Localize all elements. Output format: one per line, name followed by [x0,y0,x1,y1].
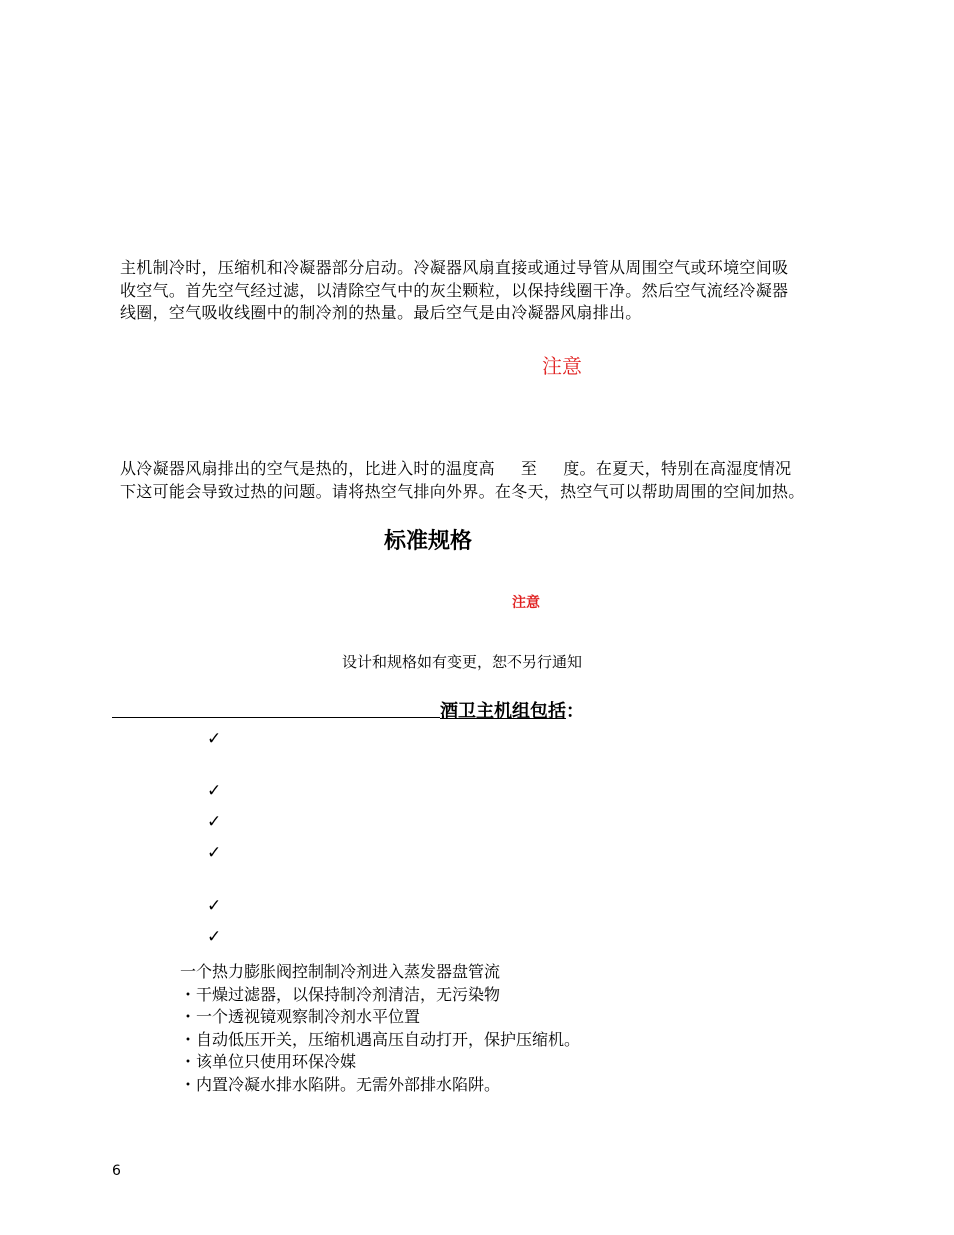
notice-heading-2: 注意 [512,595,540,611]
warning-line-1-part-2: 至 [520,459,538,478]
notice-text: 设计和规格如有变更，恕不另行通知 [342,653,583,671]
includes-heading-colon: ： [566,701,584,722]
warning-line-1 [120,458,860,481]
warning-paragraph [120,458,860,503]
check-icon: ✓ [207,729,222,749]
check-icon: ✓ [207,843,222,863]
notice-heading-1: 注意 [542,354,582,378]
intro-line-1: 主机制冷时，压缩机和冷凝器部分启动。冷凝器风扇直接或通过导管从周围空气或环境空间吸 [120,258,789,277]
check-icon: ✓ [207,781,222,801]
warning-line-1-part-3: 度。在夏天，特别在高湿度情况 [563,459,792,478]
intro-line-2: 收空气。首先空气经过滤，以清除空气中的灰尘颗粒，以保持线圈干净。然后空气流经冷凝器 [120,280,789,300]
includes-heading [440,697,584,723]
page-number: 6 [112,1163,121,1179]
list-item: ・该单位只使用环保冷媒 [180,1052,357,1071]
warning-line-2: 下这可能会导致过热的问题。请将热空气排向外界。在冬天，热空气可以帮助周围的空间加热。 [120,481,805,501]
intro-line-3: 线圈，空气吸收线圈中的制冷剂的热量。最后空气是由冷凝器风扇排出。 [120,303,642,322]
list-item: 一个热力膨胀阀控制制冷剂进入蒸发器盘管流 [180,962,501,981]
list-item: ・干燥过滤器，以保持制冷剂清洁，无污染物 [180,984,501,1004]
intro-paragraph [120,257,840,325]
check-icon: ✓ [207,927,222,947]
list-item: ・自动低压开关，压缩机遇高压自动打开，保护压缩机。 [180,1029,581,1049]
list-item: ・内置冷凝水排水陷阱。无需外部排水陷阱。 [180,1074,501,1094]
spec-heading: 标准规格 [384,529,473,554]
check-icon: ✓ [207,896,222,916]
list-item: ・一个透视镜观察制冷剂水平位置 [180,1007,421,1026]
includes-heading-text: 酒卫主机组包括 [440,701,566,722]
feature-list [180,961,580,1096]
check-icon: ✓ [207,812,222,832]
warning-line-1-part-1: 从冷凝器风扇排出的空气是热的，比进入时的温度高 [120,459,495,478]
heading-underline-rule [112,717,440,718]
